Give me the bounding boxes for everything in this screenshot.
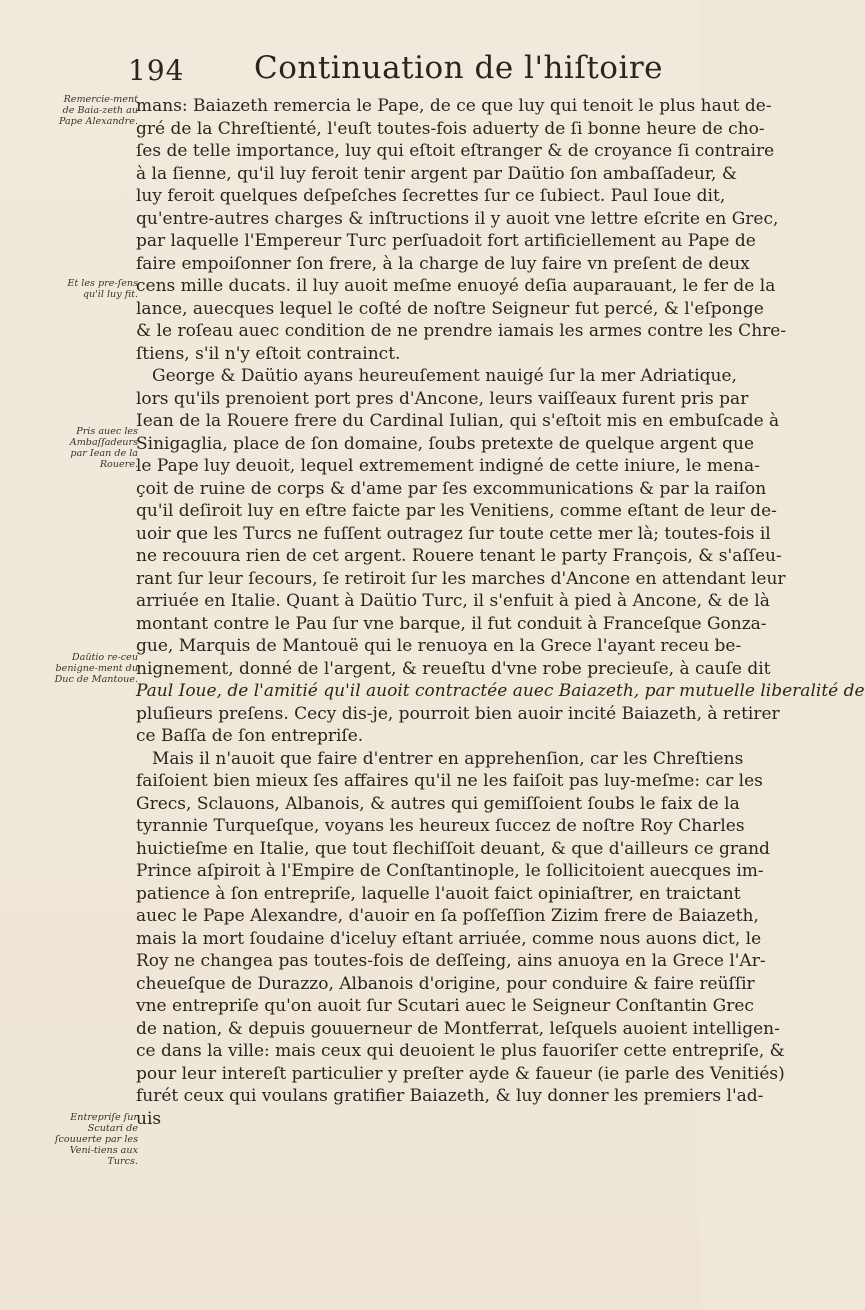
text-line: cheueſque de Durazzo, Albanois d'origine, pour conduire & faire reüſſir xyxy=(136,973,755,994)
text-line: pluſieurs preſens. Cecy dis-je, pourroit bien auoir incité Baiazeth, à retirer xyxy=(136,703,780,724)
text-line: patience à ſon entrepriſe, laquelle l'auoit faict opiniaſtrer, en traictant xyxy=(136,883,741,904)
text-line: Iean de la Rouere frere du Cardinal Iulian, qui s'eſtoit mis en embuſcade à xyxy=(136,411,780,431)
text-line: de nation, & depuis gouuerneur de Montferrat, leſquels auoient intelligen- xyxy=(136,1018,780,1039)
text-line: gré de la Chreſtienté, l'euſt toutes-fois aduerty de ſi bonne heure de cho- xyxy=(136,118,765,139)
text-line: qu'entre-autres charges & inſtructions il y auoit vne lettre eſcrite en Grec, xyxy=(136,208,779,229)
text-line: çoit de ruine de corps & d'ame par ſes excommunications & par la raiſon xyxy=(136,478,767,499)
text-line: auec le Pape Alexandre, d'auoir en ſa poſſeſſion Zizim frere de Baiazeth, xyxy=(136,906,759,926)
text-line: ce Baſſa de ſon entrepriſe. xyxy=(136,726,364,746)
text-line: nignement, donné de l'argent, & reueſtu d'vne robe precieuſe, à cauſe dit xyxy=(136,658,771,679)
text-line: rant ſur leur ſecours, ſe retiroit ſur les marches d'Ancone en attendant leur xyxy=(136,568,786,589)
text-line: faire empoiſonner ſon frere, à la charge de luy faire vn preſent de deux xyxy=(136,253,750,274)
margin-note: Remercie-ment de Baia-zeth au Pape Alexandre. xyxy=(58,94,138,127)
text-line: montant contre le Pau ſur vne barque, il fut conduit à Franceſque Gonza- xyxy=(136,613,767,634)
text-line: mans: Baiazeth remercia le Pape, de ce que luy qui tenoit le plus haut de- xyxy=(136,96,772,116)
text-line: ſes de telle importance, luy qui eſtoit eſtranger & de croyance ſi contraire xyxy=(136,141,775,161)
text-line: lors qu'ils prenoient port pres d'Ancone, leurs vaiſſeaux furent pris par xyxy=(136,388,749,409)
text-line: par laquelle l'Empereur Turc perſuadoit fort artificiellement au Pape de xyxy=(136,231,756,251)
text-line: George & Daütio ayans heureuſement nauigé ſur la mer Adriatique, xyxy=(152,366,737,386)
text-line: Grecs, Sclauons, Albanois, & autres qui gemiſſoient ſoubs le faix de la xyxy=(136,793,740,814)
text-line: Mais il n'auoit que faire d'entrer en apprehenſion, car les Chreſtiens xyxy=(152,748,744,769)
text-line: pour leur intereſt particulier y preſter ayde & faueur (ie parle des Venitiés) xyxy=(136,1063,785,1084)
text-line: le Pape luy deuoit, lequel extremement indigné de cette iniure, le mena- xyxy=(136,456,760,476)
text-line: Paul Ioue, de l'amitié qu'il auoit contractée auec Baiazeth, par mutuelle liberalité de xyxy=(136,681,865,701)
text-line: Roy ne changea pas toutes-fois de deſſeing, ains anuoya en la Grece l'Ar- xyxy=(136,951,766,971)
text-line: luy feroit quelques deſpeſches ſecrettes ſur ce ſubiect. Paul Ioue dit, xyxy=(136,186,726,206)
text-line: vne entrepriſe qu'on auoit ſur Scutari auec le Seigneur Conſtantin Grec xyxy=(136,996,754,1016)
text-line: uoir que les Turcs ne fuſſent outragez ſur toute cette mer là; toutes-fois il xyxy=(136,523,771,544)
text-line: ce dans la ville: mais ceux qui deuoient le plus fauoriſer cette entrepriſe, & xyxy=(136,1041,785,1061)
text-line: ne recouura rien de cet argent. Rouere tenant le party François, & s'aſſeu- xyxy=(136,546,782,566)
text-line: furét ceux qui voulans gratifier Baiazeth, & luy donner les premiers l'ad- xyxy=(136,1086,764,1106)
text-line: cens mille ducats. il luy auoit meſme enuoyé deſia auparauant, le fer de la xyxy=(136,276,776,296)
text-line: huictieſme en Italie, que tout flechiſſoit deuant, & que d'ailleurs ce grand xyxy=(136,838,770,859)
text-line: à la ſienne, qu'il luy feroit tenir argent par Daütio ſon ambaſſadeur, & xyxy=(136,163,737,184)
page-number: 194 xyxy=(128,54,185,87)
text-line: gue, Marquis de Mantouë qui le renuoya en la Grece l'ayant receu be- xyxy=(136,636,742,656)
margin-note: Daütio re-ceu benigne-ment du Duc de Mantoue. xyxy=(54,652,138,685)
text-line: arriuée en Italie. Quant à Daütio Turc, il s'enfuit à pied à Ancone, & de là xyxy=(136,591,770,611)
text-line: uis xyxy=(136,1108,162,1129)
text-line: mais la mort ſoudaine d'iceluy eſtant arriuée, comme nous auons dict, le xyxy=(136,928,762,949)
text-line: & le roſeau auec condition de ne prendre iamais les armes contre les Chre- xyxy=(136,321,787,341)
margin-notes xyxy=(0,0,138,1310)
text-line: Prince aſpiroit à l'Empire de Conſtantinople, le ſollicitoient auecques im- xyxy=(136,861,764,881)
text-line: Sinigaglia, place de ſon domaine, ſoubs pretexte de quelque argent que xyxy=(136,433,755,454)
text-line xyxy=(638,1131,676,1154)
margin-note: Et les pre-ſens qu'il luy fit. xyxy=(67,278,138,300)
text-line: ſtiens, s'il n'y eſtoit contrainct. xyxy=(136,343,401,364)
text-line: lance, auecques lequel le coſté de noſtre Seigneur fut percé, & l'eſponge xyxy=(136,298,764,319)
text-line: qu'il deſiroit luy en eſtre faicte par les Venitiens, comme eſtant de leur de- xyxy=(136,501,777,521)
margin-note: Pris auec les Ambaſſadeurs par Iean de la Rouere. xyxy=(69,426,138,470)
text-line: faiſoient bien mieux ſes affaires qu'il ne les faiſoit pas luy-meſme: car les xyxy=(136,771,763,791)
main-text xyxy=(136,0,865,1310)
text-line: tyrannie Turqueſque, voyans les heureux ſuccez de noſtre Roy Charles xyxy=(136,816,745,836)
running-title: Continuation de l'hiſtoire xyxy=(254,50,664,86)
margin-note: Entrepriſe ſur Scutari de ſcouuerte par les Veni-tiens aux Turcs. xyxy=(54,1112,138,1167)
